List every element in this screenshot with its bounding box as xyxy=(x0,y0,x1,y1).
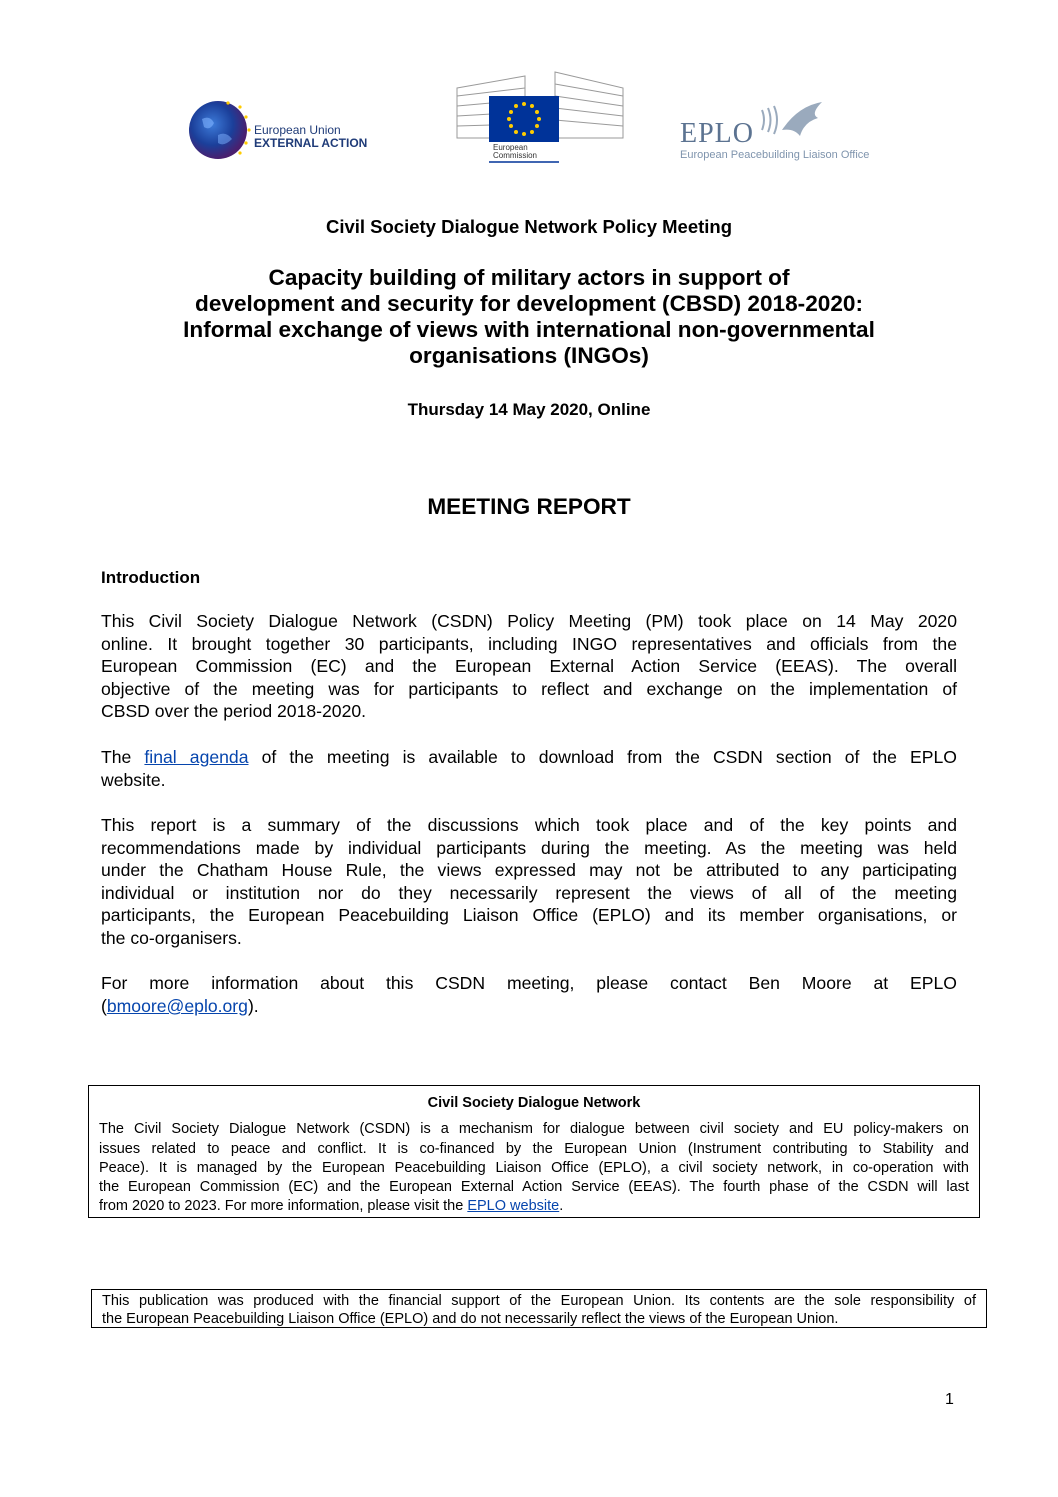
eplo-website-link[interactable]: EPLO website xyxy=(467,1198,560,1214)
disclaimer-line: This publication was produced with the financial support of the European Union. Its contents are the sole responsibility of xyxy=(102,1293,976,1309)
european-commission-logo xyxy=(455,66,625,166)
para3-line: individual or institution nor do they necessarily represent the views of all of the meeting xyxy=(101,883,957,903)
eu-external-action-logo xyxy=(188,97,418,163)
para1-line: This Civil Society Dialogue Network (CSDN) Policy Meeting (PM) took place on 14 May 2020 xyxy=(101,611,957,631)
csdn-last-suffix: . xyxy=(559,1198,564,1214)
csdn-last-prefix: from 2020 to 2023. For more information, please visit the xyxy=(99,1198,468,1214)
para4-line: For more information about this CSDN meeting, please contact Ben Moore at EPLO xyxy=(101,973,957,993)
report-title xyxy=(0,265,1058,369)
para3-line: participants, the European Peacebuilding Liaison Office (EPLO) and its member organisations, or xyxy=(101,905,957,925)
csdn-box-line: the European Commission (EC) and the European External Action Service (EEAS). The fourth phase of the CSDN will last xyxy=(99,1179,969,1195)
para1-line: CBSD over the period 2018-2020. xyxy=(101,701,367,721)
para2-line xyxy=(101,746,957,769)
para1-line: European Commission (EC) and the European External Action Service (EEAS). The overall xyxy=(101,656,957,676)
para2-prefix: The xyxy=(101,747,145,767)
para2-suffix: of the meeting is available to download from the CSDN section of the EPLO xyxy=(248,747,957,767)
csdn-box-line: issues related to peace and conflict. It is co-financed by the European Union (Instrument contributing to Stability and xyxy=(99,1141,969,1157)
para2-line: website. xyxy=(101,770,166,790)
berlaymont-building-icon xyxy=(455,66,625,166)
final-agenda-link[interactable]: final agenda xyxy=(144,747,249,767)
report-heading: MEETING REPORT xyxy=(427,494,631,519)
email-link[interactable]: bmoore@eplo.org xyxy=(106,996,248,1016)
open-paren: ( xyxy=(101,996,107,1016)
csdn-box-title: Civil Society Dialogue Network xyxy=(427,1095,641,1111)
disclaimer-box xyxy=(91,1289,987,1328)
csdn-box-line: The Civil Society Dialogue Network (CSDN) is a mechanism for dialogue between civil society and EU policy-makers on xyxy=(99,1121,969,1137)
para1-line: objective of the meeting was for participants to reflect and exchange on the implementation of xyxy=(101,679,957,699)
globe-icon xyxy=(188,97,252,163)
para3-line: This report is a summary of the discussions which took place and of the key points and xyxy=(101,815,957,835)
para3-line: the co-organisers. xyxy=(101,928,242,948)
para3-line: recommendations made by individual participants during the meeting. As the meeting was held xyxy=(101,838,957,858)
title-line: organisations (INGOs) xyxy=(409,343,649,368)
eu-logo-line2: EXTERNAL ACTION xyxy=(254,136,368,150)
eu-logo-line1: European Union xyxy=(254,123,341,137)
para3-line: under the Chatham House Rule, the views expressed may not be attributed to any participating xyxy=(101,860,957,880)
title-line: Informal exchange of views with international non-governmental xyxy=(183,317,875,342)
csdn-box-line xyxy=(99,1196,969,1216)
para1-line: online. It brought together 30 participants, including INGO representatives and officials from the xyxy=(101,634,957,654)
page-number: 1 xyxy=(945,1391,954,1408)
eplo-logo-name: European Peacebuilding Liaison Office xyxy=(680,149,870,161)
csdn-info-box xyxy=(88,1085,980,1218)
title-line: Capacity building of military actors in support of xyxy=(268,265,790,290)
introduction-heading: Introduction xyxy=(101,568,201,587)
title-line: development and security for development (CBSD) 2018-2020: xyxy=(195,291,863,316)
meeting-date: Thursday 14 May 2020, Online xyxy=(407,400,651,419)
ec-logo-line2: Commission xyxy=(493,151,538,160)
network-title: Civil Society Dialogue Network Policy Meeting xyxy=(325,216,733,237)
eplo-logo xyxy=(678,100,898,170)
disclaimer-line: the European Peacebuilding Liaison Office (EPLO) and do not necessarily reflect the views of the European Union. xyxy=(102,1311,839,1327)
dove-icon xyxy=(760,100,830,148)
eplo-logo-mark: EPLO xyxy=(680,118,754,149)
para4-line xyxy=(101,995,957,1018)
ec-logo-line1: European xyxy=(493,143,528,152)
close-paren: ). xyxy=(247,996,259,1016)
csdn-box-line: Peace). It is managed by the European Peacebuilding Liaison Office (EPLO), a civil society network, in co-operation with xyxy=(99,1160,969,1176)
